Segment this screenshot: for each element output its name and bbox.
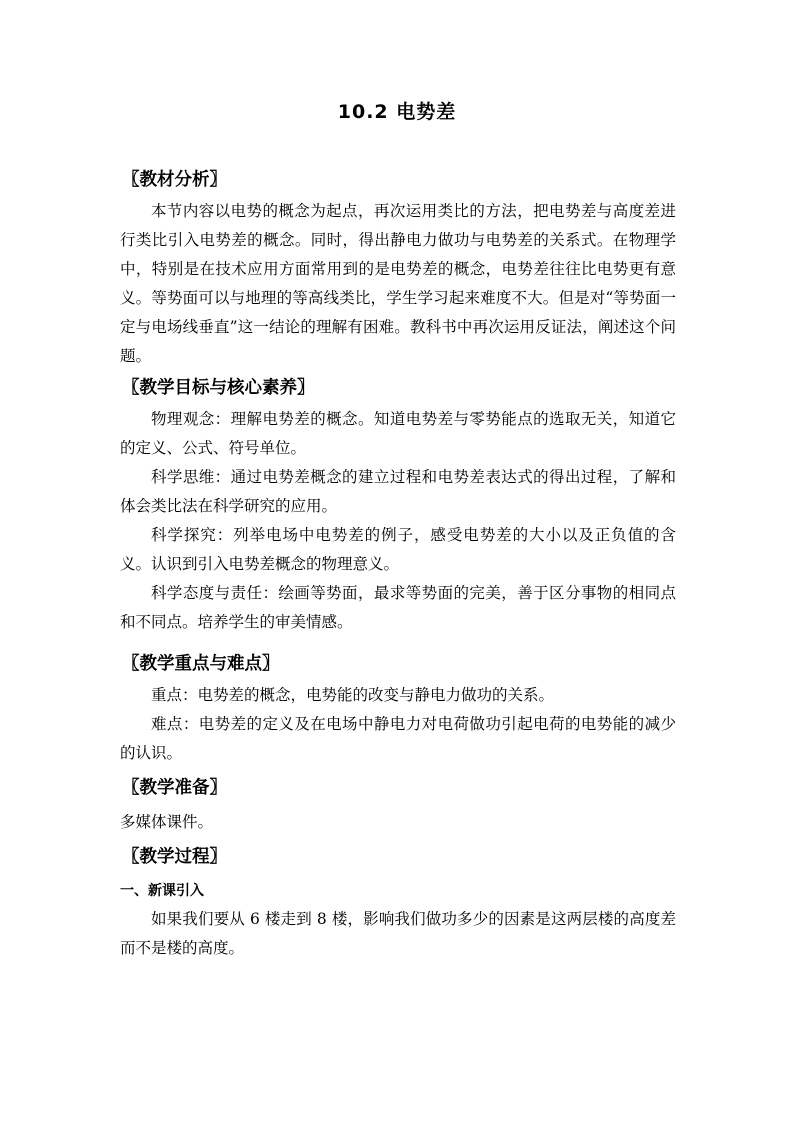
section-heading-process: 〖教学过程〗 [122,847,227,867]
goal-item-scientific-thinking: 科学思维：通过电势差概念的建立过程和电势差表达式的得出过程，了解和体会类比法在科学研究的应用。 [120,468,676,515]
key-point-focus: 重点：电势差的概念，电势能的改变与静电力做功的关系。 [151,686,555,704]
process-intro-paragraph: 如果我们要从 6 楼走到 8 楼，影响我们做功多少的因素是这两层楼的高度差而不是楼的高度。 [120,910,676,957]
document-title: 10.2 电势差 [337,101,457,123]
goal-item-scientific-inquiry: 科学探究：列举电场中电势差的例子，感受电势差的大小以及正负值的含义。认识到引入电势差概念的物理意义。 [120,526,676,573]
goal-item-physics-concept: 物理观念：理解电势差的概念。知道电势差与零势能点的选取无关，知道它的定义、公式、符号单位。 [120,410,676,457]
section-heading-analysis: 〖教材分析〗 [122,170,227,190]
section-heading-preparation: 〖教学准备〗 [122,778,227,798]
document-body [120,165,676,963]
goal-item-attitude-responsibility: 科学态度与责任：绘画等势面，最求等势面的完美，善于区分事物的相同点和不同点。培养学生的审美情感。 [120,584,676,631]
preparation-paragraph: 多媒体课件。 [120,813,214,831]
analysis-paragraph: 本节内容以电势的概念为起点，再次运用类比的方法，把电势差与高度差进行类比引入电势差的概念。同时，得出静电力做功与电势差的关系式。在物理学中，特别是在技术应用方面常用到的是电势差的概念，电势差往往比电势更有意义。等势面可以与地理的等高线类比，学生学习起来难度不大。但是对“等势面一定与电场线垂直”这一结论的理解有困难。教科书中再次运用反证法，阐述这个问题。 [120,202,676,365]
process-subheading-intro: 一、新课引入 [120,883,204,899]
key-point-difficulty: 难点：电势差的定义及在电场中静电力对电荷做功引起电荷的电势能的减少的认识。 [120,715,676,762]
section-heading-goals: 〖教学目标与核心素养〗 [122,378,315,398]
section-heading-key-points: 〖教学重点与难点〗 [122,654,280,674]
